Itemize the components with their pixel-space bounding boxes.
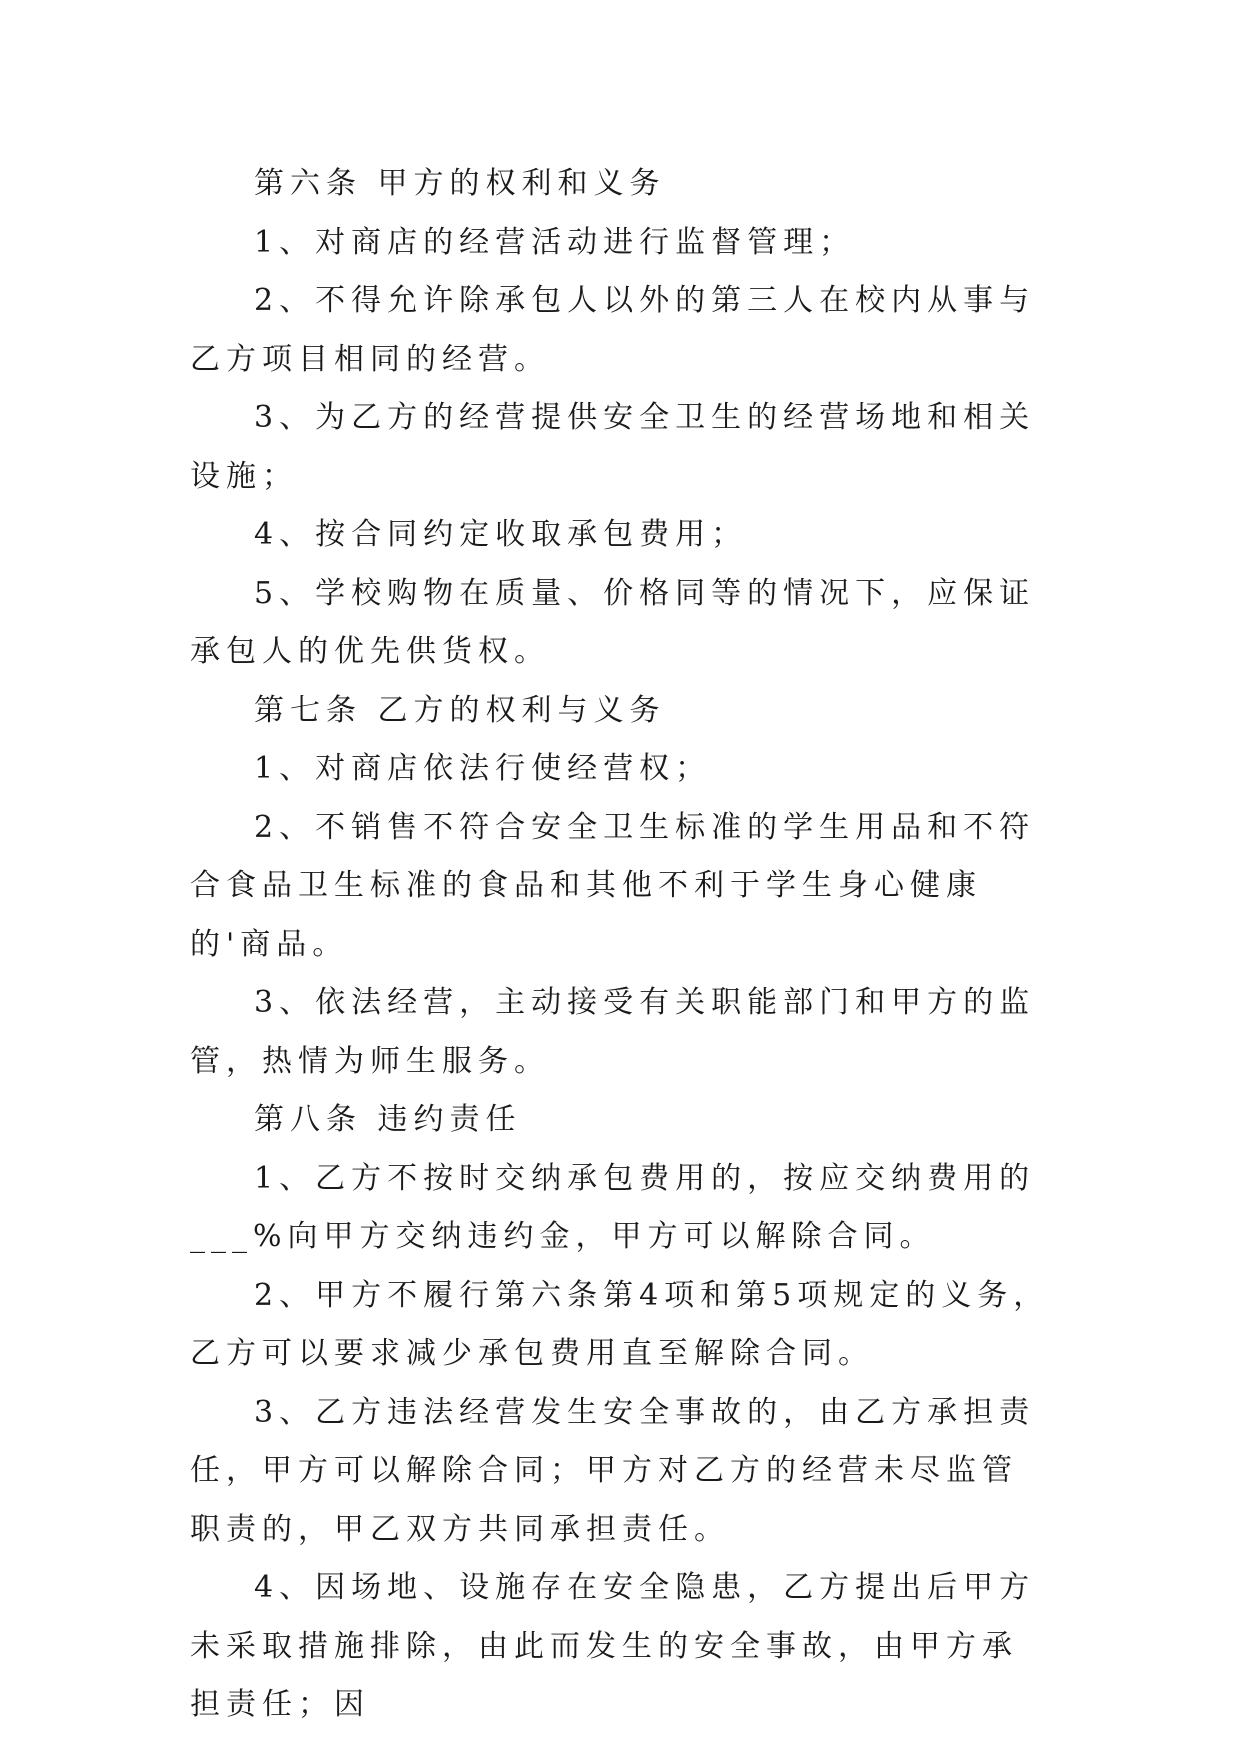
article-8-item-4: 4、因场地、设施存在安全隐患，乙方提出后甲方未采取措施排除，由此而发生的安全事故，由甲方承担责任；因 xyxy=(190,1570,1036,1722)
article-6-item-4: 4、按合同约定收取承包费用； xyxy=(254,517,748,552)
article-8-heading: 第八条 违约责任 xyxy=(254,1102,522,1137)
article-7-item-1: 1、对商店依法行使经营权； xyxy=(254,751,712,786)
article-6-item-5: 5、学校购物在质量、价格同等的情况下，应保证承包人的优先供货权。 xyxy=(190,575,1036,669)
article-6-heading: 第六条 甲方的权利和义务 xyxy=(254,166,666,201)
article-7-item-3: 3、依法经营，主动接受有关职能部门和甲方的监管，热情为师生服务。 xyxy=(190,985,1036,1079)
article-6-item-3: 3、为乙方的经营提供安全卫生的经营场地和相关设施； xyxy=(190,400,1036,494)
document-body xyxy=(190,155,1050,1735)
article-8-item-2: 2、甲方不履行第六条第4项和第5项规定的义务，乙方可以要求减少承包费用直至解除合同。 xyxy=(190,1277,1050,1371)
article-7-item-2: 2、不销售不符合安全卫生标准的学生用品和不符合食品卫生标准的食品和其他不利于学生身心健康的'商品。 xyxy=(190,809,1036,962)
article-6-item-2: 2、不得允许除承包人以外的第三人在校内从事与乙方项目相同的经营。 xyxy=(190,283,1036,377)
article-8-item-3: 3、乙方违法经营发生安全事故的，由乙方承担责任，甲方可以解除合同；甲方对乙方的经营未尽监管职责的，甲乙双方共同承担责任。 xyxy=(190,1394,1036,1547)
article-8-item-1: 1、乙方不按时交纳承包费用的，按应交纳费用的___%向甲方交纳违约金，甲方可以解除合同。 xyxy=(190,1160,1036,1254)
article-7-heading: 第七条 乙方的权利与义务 xyxy=(254,692,666,728)
article-6-item-1: 1、对商店的经营活动进行监督管理； xyxy=(254,224,856,260)
